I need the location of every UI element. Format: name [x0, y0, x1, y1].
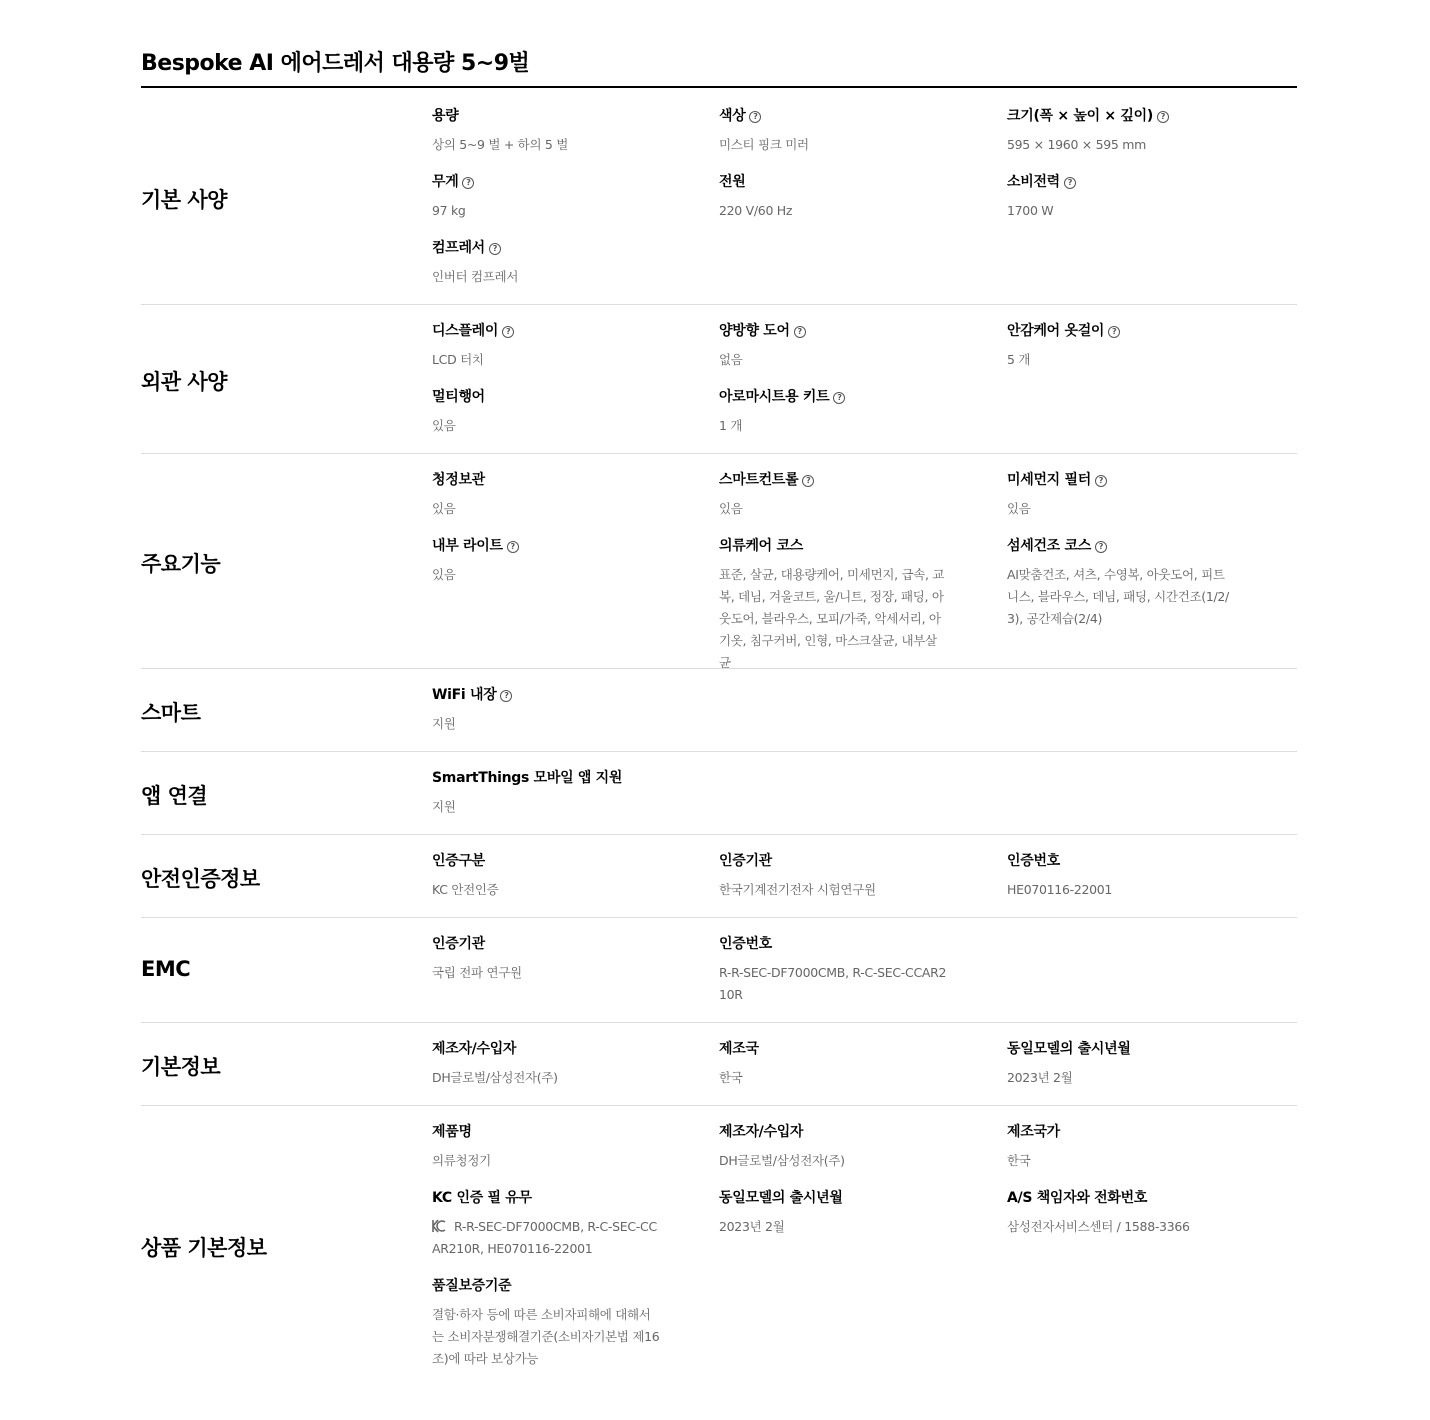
spec-label: 제조국가: [1007, 1124, 1060, 1140]
spec-label: 의류케어 코스: [719, 538, 803, 554]
spec-product-name: [432, 1122, 668, 1172]
spec-label: 동일모델의 출시년월: [719, 1190, 843, 1206]
spec-value: 미스티 핑크 미러: [719, 137, 809, 152]
spec-wifi: [432, 685, 668, 735]
spec-label: 청정보관: [432, 472, 485, 488]
spec-release-date: [1007, 1039, 1243, 1089]
spec-product-release: [719, 1188, 955, 1238]
help-icon[interactable]: ?: [502, 326, 514, 338]
help-icon[interactable]: ?: [794, 326, 806, 338]
spec-label: 크기(폭 × 높이 × 깊이): [1007, 108, 1153, 124]
section-exterior-spec: [141, 305, 1297, 454]
spec-label: 섬세건조 코스: [1007, 538, 1091, 554]
spec-dust-filter: [1007, 470, 1243, 520]
spec-label: 인증기관: [719, 853, 772, 869]
help-icon[interactable]: ?: [500, 690, 512, 702]
spec-value: 상의 5~9 벌 + 하의 5 벌: [432, 137, 568, 152]
spec-label: 아로마시트용 키트: [719, 389, 830, 405]
spec-value: 2023년 2월: [719, 1219, 785, 1234]
section-title: 주요기능: [141, 552, 221, 576]
spec-smart-control: [719, 470, 955, 520]
spec-product-country: [1007, 1122, 1243, 1172]
section-title: EMC: [141, 957, 191, 981]
spec-cert-type: [432, 851, 668, 901]
spec-value: 한국: [719, 1070, 743, 1085]
spec-label: 제품명: [432, 1124, 472, 1140]
help-icon[interactable]: ?: [1064, 177, 1076, 189]
spec-value: 한국기계전기전자 시험연구원: [719, 882, 876, 897]
spec-label: 인증번호: [719, 936, 772, 952]
spec-value: 지원: [432, 716, 456, 731]
spec-label: 미세먼지 필터: [1007, 472, 1091, 488]
spec-emc-agency: [432, 934, 668, 984]
help-icon[interactable]: ?: [462, 177, 474, 189]
spec-hanger: [1007, 321, 1243, 371]
spec-label: 용량: [432, 108, 459, 124]
spec-label: 색상: [719, 108, 746, 124]
spec-kc-cert: [432, 1188, 660, 1260]
spec-care-course: [719, 536, 947, 674]
spec-aroma-kit: [719, 387, 955, 437]
spec-value: LCD 터치: [432, 352, 484, 367]
spec-label: 디스플레이: [432, 323, 499, 339]
section-title: 안전인증정보: [141, 867, 260, 891]
spec-label: 제조국: [719, 1041, 759, 1057]
help-icon[interactable]: ?: [749, 111, 761, 123]
spec-value: 한국: [1007, 1153, 1031, 1168]
spec-value: 2023년 2월: [1007, 1070, 1073, 1085]
spec-label: 인증번호: [1007, 853, 1060, 869]
spec-value: 1700 W: [1007, 203, 1054, 218]
section-product-info: [141, 1106, 1297, 1386]
spec-label: 안감케어 옷걸이: [1007, 323, 1105, 339]
spec-value: 결함·하자 등에 따른 소비자피해에 대해서는 소비자분쟁해결기준(소비자기본법 제16조)에 따라 보상가능: [432, 1307, 660, 1366]
spec-value: 표준, 살균, 대용량케어, 미세먼지, 급속, 교복, 데님, 겨울코트, 울/니트, 정장, 패딩, 아웃도어, 블라우스, 모피/가죽, 악세서리, 아기옷, 침구커버, 인형, 마스크살균, 내부살균: [719, 567, 945, 670]
spec-door: [719, 321, 955, 371]
spec-value: 595 × 1960 × 595 mm: [1007, 137, 1146, 152]
spec-power: [719, 172, 955, 222]
spec-label: 제조자/수입자: [719, 1124, 804, 1140]
spec-label: SmartThings 모바일 앱 지원: [432, 770, 623, 786]
spec-value: 220 V/60 Hz: [719, 203, 793, 218]
section-app: [141, 752, 1297, 835]
spec-label: 인증구분: [432, 853, 485, 869]
spec-label: 제조자/수입자: [432, 1041, 517, 1057]
kc-mark-icon: [432, 1219, 446, 1233]
section-basic-spec: [141, 88, 1297, 305]
help-icon[interactable]: ?: [1095, 541, 1107, 553]
spec-cert-number: [1007, 851, 1243, 901]
spec-value: KC 안전인증: [432, 882, 499, 897]
help-icon[interactable]: ?: [507, 541, 519, 553]
spec-value: 있음: [719, 501, 743, 516]
section-title: 스마트: [141, 701, 201, 725]
section-basic-info: [141, 1023, 1297, 1106]
section-safety-cert: [141, 835, 1297, 918]
spec-inner-light: [432, 536, 668, 586]
spec-value: 1 개: [719, 418, 743, 433]
spec-label: 동일모델의 출시년월: [1007, 1041, 1131, 1057]
spec-value: DH글로벌/삼성전자(주): [719, 1153, 845, 1168]
spec-label: 양방향 도어: [719, 323, 790, 339]
spec-compressor: [432, 238, 668, 288]
section-title: 기본 사양: [141, 188, 227, 212]
spec-value: 97 kg: [432, 203, 466, 218]
spec-color: [719, 106, 955, 156]
spec-label: A/S 책임자와 전화번호: [1007, 1190, 1148, 1206]
spec-label: 인증기관: [432, 936, 485, 952]
spec-label: 스마트컨트롤: [719, 472, 799, 488]
spec-value: 삼성전자서비스센터 / 1588-3366: [1007, 1219, 1190, 1234]
spec-value: 없음: [719, 352, 743, 367]
spec-value: 있음: [432, 501, 456, 516]
spec-value: 국립 전파 연구원: [432, 965, 522, 980]
spec-value: R-R-SEC-DF7000CMB, R-C-SEC-CCAR210R, HE070116-22001: [432, 1219, 657, 1256]
spec-label: 소비전력: [1007, 174, 1060, 190]
spec-label: KC 인증 필 유무: [432, 1190, 532, 1206]
spec-display: [432, 321, 668, 371]
spec-value: AI맞춤건조, 셔츠, 수영복, 아웃도어, 피트니스, 블라우스, 데님, 패딩, 시간건조(1/2/3), 공간제습(2/4): [1007, 567, 1229, 626]
spec-value: 있음: [432, 567, 456, 582]
section-smart: [141, 669, 1297, 752]
help-icon[interactable]: ?: [833, 392, 845, 404]
spec-product-manufacturer: [719, 1122, 955, 1172]
spec-clean-storage: [432, 470, 668, 520]
spec-label: 전원: [719, 174, 746, 190]
spec-emc-number: [719, 934, 947, 1006]
spec-label: 품질보증기준: [432, 1278, 512, 1294]
spec-size: [1007, 106, 1243, 156]
spec-label: 무게: [432, 174, 459, 190]
spec-value: HE070116-22001: [1007, 882, 1113, 897]
section-emc: [141, 918, 1297, 1023]
spec-value: R-R-SEC-DF7000CMB, R-C-SEC-CCAR210R: [719, 965, 947, 1002]
spec-smartthings: [432, 768, 668, 818]
spec-cert-agency: [719, 851, 955, 901]
spec-weight: [432, 172, 668, 222]
spec-label: WiFi 내장: [432, 687, 497, 703]
help-icon[interactable]: ?: [1095, 475, 1107, 487]
product-title: Bespoke AI 에어드레서 대용량 5~9벌: [141, 51, 530, 76]
spec-value: 있음: [1007, 501, 1031, 516]
spec-warranty: [432, 1276, 660, 1370]
section-title: 앱 연결: [141, 784, 208, 808]
help-icon[interactable]: ?: [489, 243, 501, 255]
spec-as-contact: [1007, 1188, 1243, 1238]
help-icon[interactable]: ?: [802, 475, 814, 487]
spec-capacity: [432, 106, 668, 156]
section-title: 외관 사양: [141, 370, 227, 394]
section-title: 기본정보: [141, 1055, 221, 1079]
spec-value: 있음: [432, 418, 456, 433]
spec-country: [719, 1039, 955, 1089]
spec-multihanger: [432, 387, 668, 437]
spec-value: 5 개: [1007, 352, 1031, 367]
spec-value: 지원: [432, 799, 456, 814]
spec-label: 내부 라이트: [432, 538, 503, 554]
help-icon[interactable]: ?: [1157, 111, 1169, 123]
section-main-features: [141, 454, 1297, 669]
spec-value: 인버터 컴프레서: [432, 269, 519, 284]
spec-value: DH글로벌/삼성전자(주): [432, 1070, 558, 1085]
spec-label: 멀티행어: [432, 389, 485, 405]
spec-label: 컴프레서: [432, 240, 485, 256]
section-title: 상품 기본정보: [141, 1236, 267, 1260]
spec-dry-course: [1007, 536, 1235, 630]
spec-consumption: [1007, 172, 1243, 222]
spec-manufacturer: [432, 1039, 668, 1089]
help-icon[interactable]: ?: [1108, 326, 1120, 338]
spec-value: 의류청정기: [432, 1153, 491, 1168]
